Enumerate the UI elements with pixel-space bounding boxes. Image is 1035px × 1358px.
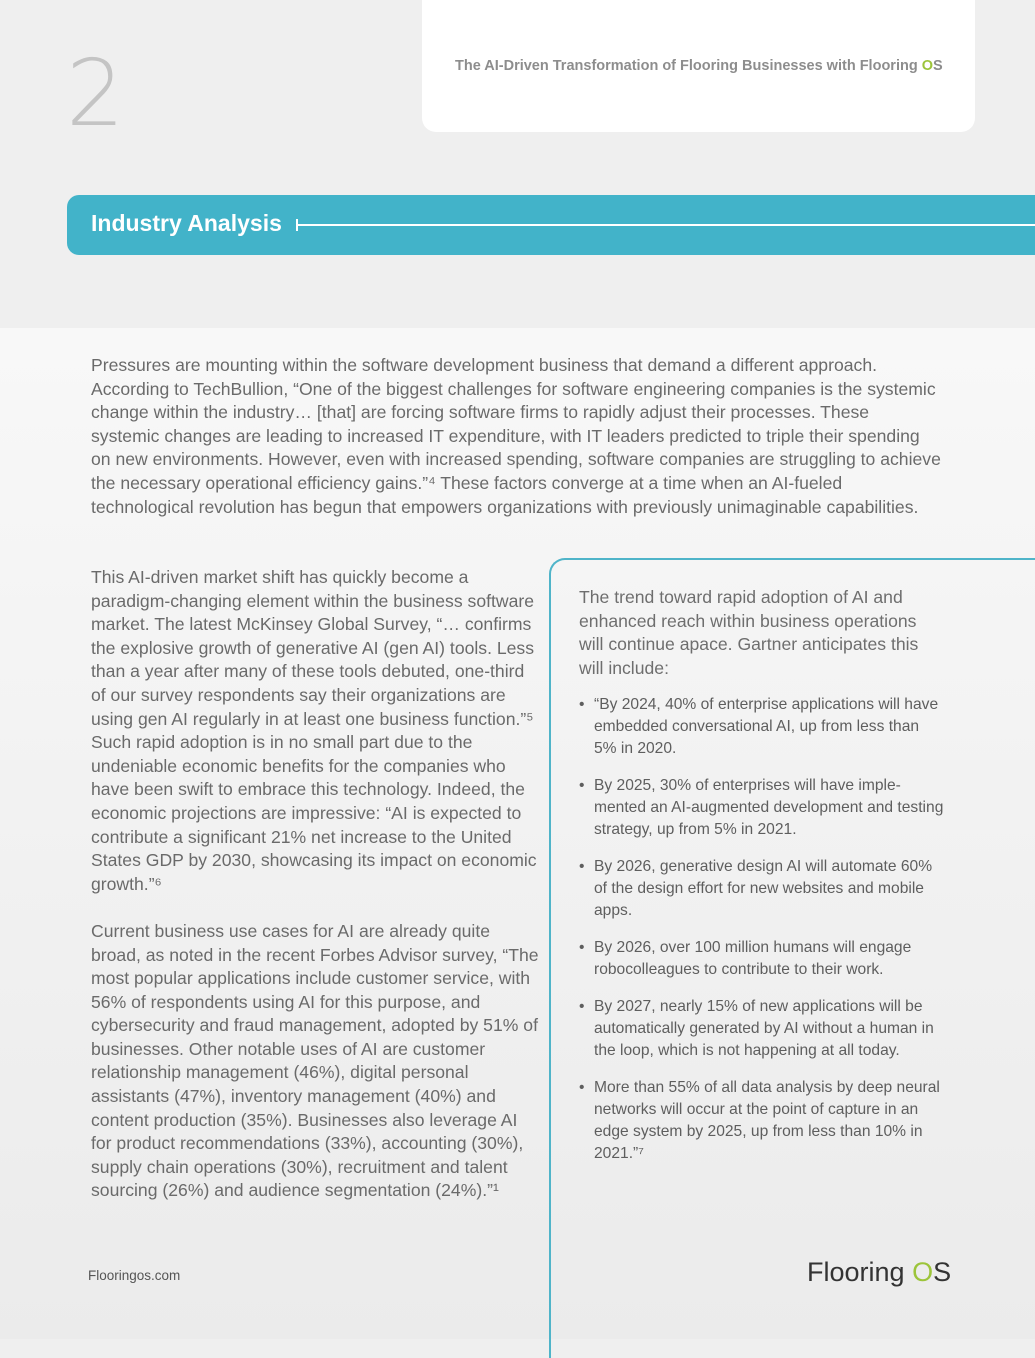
paragraph: Current business use cases for AI are already quite broad, as noted in the recent Forbes Advisor survey, “The most popular applications include customer service, with 56% of respondents using AI for this purpose, and cybersecurity and fraud management, adopted by 51% of businesses. Other notable uses of AI are customer relationship management (46%), digital personal assistants (47%), inventory management (40%) and content production (35%). Businesses also leverage AI for product recommendations (33%), accounting (30%), supply chain operations (30%), recruitment and talent sourcing (26%) and audience segmentation (24%).”¹ [91,920,539,1201]
left-column [91,566,539,1227]
intro-paragraph: Pressures are mounting within the software development business that demand a different approach. According to TechBullion, “One of the biggest challenges for software engineering companies is the systemic change within the industry… [that] are forcing software firms to rapidly adjust their processes. These systemic changes are leading to increased IT expenditure, with IT leaders predicted to triple their spending on new environments. However, even with increased spending, software companies are struggling to achieve the necessary operational efficiency gains.”⁴ These factors converge at a time when an AI-fueled technological revolution has begun that empowers organizations with previously unimaginable capabilities. [91,355,941,517]
list-item: • “By 2024, 40% of enterprise applications will have embedded conversational AI, up from less than 5% in 2020. [579,694,944,760]
list-item: • By 2027, nearly 15% of new applications will be automatically generated by AI without a human in the loop, which is not happening at all today. [579,996,944,1062]
sidebar-intro: The trend toward rapid adoption of AI and enhanced reach within business operations will continue apace. Gartner anticipates this will include: [579,587,919,678]
document-title: The AI-Driven Transformation of Flooring Businesses with Flooring OS [455,58,943,74]
footer-website: Flooringos.com [88,1268,181,1283]
list-item: • More than 55% of all data analysis by deep neural networks will occur at the point of capture in an edge system by 2025, up from less than 10% in 2021.”⁷ [579,1077,944,1165]
paragraph: This AI-driven market shift has quickly become a paradigm-changing element within the business software market. The latest McKinsey Global Survey, “… confirms the explosive growth of generative AI (gen AI) tools. Less than a year after many of these tools debuted, one-third of our survey respondents say their organizations are using gen AI regularly in at least one business function.”⁵ Such rapid adoption is in no small part due to the undeniable economic benefits for the companies who have been swift to embrace this technology. Indeed, the economic projections are impressive: “AI is expected to contribute a significant 21% net increase to the United States GDP by 2030, showcasing its impact on economic growth.”⁶ [91,567,537,894]
prediction-list [579,694,944,1165]
list-item: • By 2026, generative design AI will automate 60% of the design effort for new websites and mobile apps. [579,856,944,922]
list-item: • By 2026, over 100 million humans will engage robocolleagues to contribute to their work. [579,937,944,981]
page-number: 2 [66,40,125,147]
section-banner [67,195,1035,255]
header-card [422,0,975,132]
list-item: • By 2025, 30% of enterprises will have implemented an AI-augmented development and testing strategy, up from 5% in 2021. [579,775,944,841]
flooring-os-logo: Flooring OS [807,1257,952,1287]
section-title: Industry Analysis [91,210,282,236]
banner-divider-line [298,224,1035,226]
sidebar-content [579,586,944,1180]
